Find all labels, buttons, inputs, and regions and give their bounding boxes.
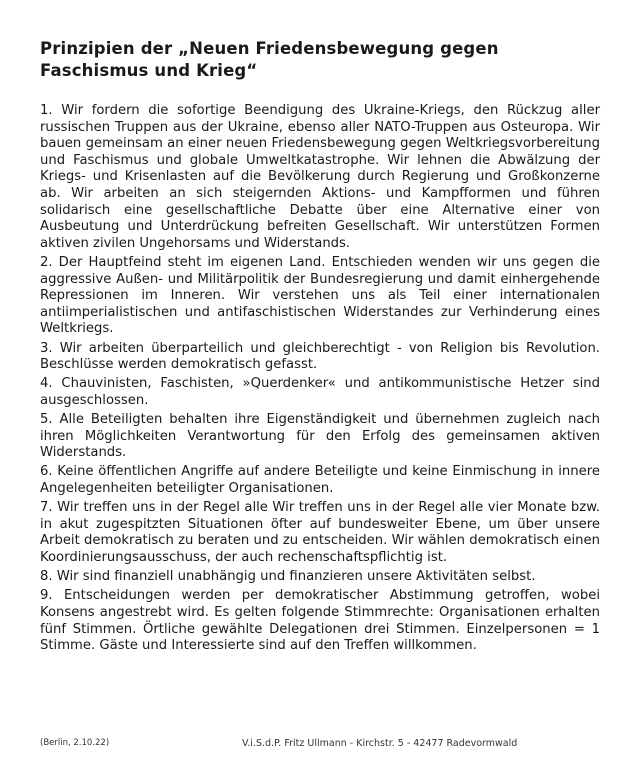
principle-3: 3. Wir arbeiten überparteilich und gleichberechtigt - von Religion bis Revolution. Beschlüsse werden demokratisch gefasst. [40,340,600,373]
principle-5: 5. Alle Beteiligten behalten ihre Eigenständigkeit und übernehmen zugleich nach ihren Möglichkeiten Verantwortung für den Erfolg des gemeinsamen aktiven Widerstands. [40,412,600,461]
footer-date: (Berlin, 2.10.22) [40,738,110,748]
footer-imprint: V.i.S.d.P. Fritz Ullmann - Kirchstr. 5 - 42477 Radevormwald [242,738,518,749]
principle-6: 6. Keine öffentlichen Angriffe auf andere Beteiligte und keine Einmischung in innere Angelegenheiten beteiligter Organisationen. [40,464,600,497]
document-page [40,38,600,657]
principle-8: 8. Wir sind finanziell unabhängig und finanzieren unsere Aktivitäten selbst. [40,569,536,585]
principle-9: 9. Entscheidungen werden per demokratischer Abstimmung getroffen, wobei Konsens angestrebt wird. Es gelten folgende Stimmrechte: Organisationen erhalten fünf Stimmen. Örtliche gewählte Delegationen drei Stimmen. Einzelpersonen = 1 Stimme. Gäste und Interessierte sind auf den Treffen willkommen. [40,588,600,654]
principle-4: 4. Chauvinisten, Faschisten, »Querdenker« und antikommunistische Hetzer sind ausgeschlossen. [40,376,600,408]
principle-7: 7. Wir treffen uns in der Regel alle Wir treffen uns in der Regel alle vier Monate bzw. in akut zugespitzten Situationen öfter auf bundesweiter Ebene, um über unsere Arbeit demokratisch zu beraten und zu entscheiden. Wir wählen demokratisch einen Koordinierungsausschuss, der auch rechenschaftspflichtig ist. [40,500,600,565]
document-title: Prinzipien der „Neuen Friedensbewegung gegen Faschismus und Krieg“ [40,39,499,80]
principle-2: 2. Der Hauptfeind steht im eigenen Land. Entschieden wenden wir uns gegen die aggressive Außen- und Militärpolitik der Bundesregierung und damit einhergehende Repressionen im Inneren. Wir verstehen uns als Teil einer internationalen antiimperialistischen und antifaschistischen Widerstandes zur Verhinderung eines Weltkriegs. [40,254,600,337]
principle-1: 1. Wir fordern die sofortige Beendigung des Ukraine-Kriegs, den Rückzug aller russischen Truppen aus der Ukraine, ebenso aller NATO-Truppen aus Osteuropa. Wir bauen gemeinsam an einer neuen Friedensbewegung gegen Weltkriegsvorbereitung und Faschismus und globale Umweltkatastrophe. Wir lehnen die Abwälzung der Kriegs- und Krisenlasten auf die Bevölkerung durch Regierung und Großkonzerne ab. Wir arbeiten an sich steigernden Aktions- und Kampfformen und führen solidarisch eine gesellschaftliche Debatte über eine Alternative einer von Ausbeutung und Unterdrückung befreiten Gesellschaft. Wir unterstützen Formen aktiven zivilen Ungehorsams und Widerstands. [40,103,600,251]
